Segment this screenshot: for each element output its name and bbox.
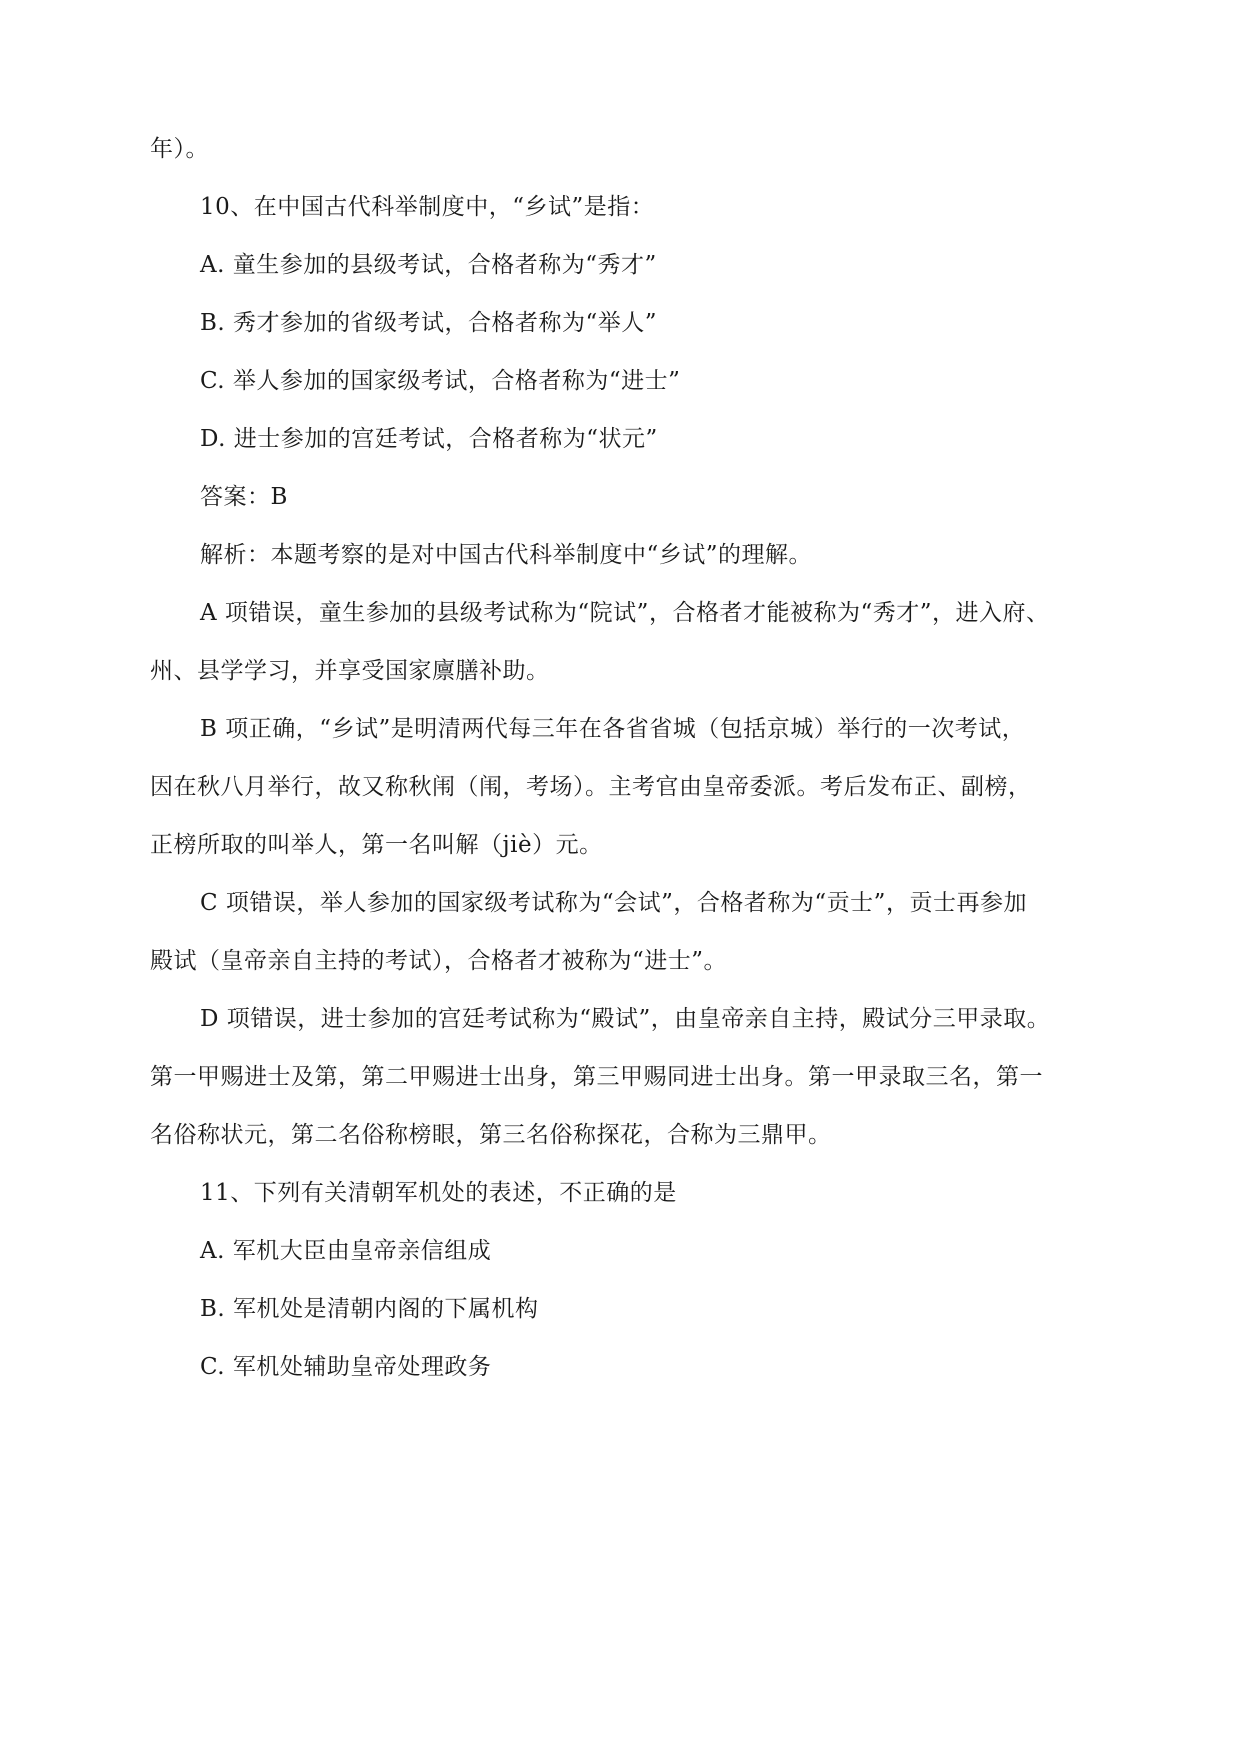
analysis-d-line-3: 名俗称状元，第二名俗称榜眼，第三名俗称探花，合称为三鼎甲。 [150, 1122, 832, 1148]
analysis-a-line-1: A 项错误，童生参加的县级考试称为“院试”，合格者才能被称为“秀才”，进入府、 [200, 600, 1050, 626]
analysis-b-line-3: 正榜所取的叫举人，第一名叫解（jiè）元。 [150, 832, 603, 858]
analysis-d-line-2: 第一甲赐进士及第，第二甲赐进士出身，第三甲赐同进士出身。第一甲录取三名，第一 [150, 1064, 1043, 1090]
q11-option-c: C. 军机处辅助皇帝处理政务 [200, 1354, 492, 1380]
option-c: C. 举人参加的国家级考试，合格者称为“进士” [200, 368, 681, 394]
analysis-c-line-2: 殿试（皇帝亲自主持的考试），合格者才被称为“进士”。 [150, 948, 728, 974]
analysis-c-line-1: C 项错误，举人参加的国家级考试称为“会试”，合格者称为“贡士”，贡士再参加 [200, 890, 1027, 916]
question-11: 11、下列有关清朝军机处的表述，不正确的是 [200, 1180, 677, 1206]
q11-option-a: A. 军机大臣由皇帝亲信组成 [200, 1238, 492, 1264]
analysis-b-line-2: 因在秋八月举行，故又称秋闱（闱，考场）。主考官由皇帝委派。考后发布正、副榜， [150, 774, 1032, 800]
option-b: B. 秀才参加的省级考试，合格者称为“举人” [200, 310, 658, 336]
analysis-intro: 解析：本题考察的是对中国古代科举制度中“乡试”的理解。 [200, 542, 813, 568]
text-line: 年）。 [150, 136, 209, 162]
analysis-d-line-1: D 项错误，进士参加的宫廷考试称为“殿试”，由皇帝亲自主持，殿试分三甲录取。 [200, 1006, 1051, 1032]
option-a: A. 童生参加的县级考试，合格者称为“秀才” [200, 252, 657, 278]
q11-option-b: B. 军机处是清朝内阁的下属机构 [200, 1296, 539, 1322]
analysis-a-line-2: 州、县学学习，并享受国家廪膳补助。 [150, 658, 550, 684]
answer: 答案：B [200, 484, 288, 510]
option-d: D. 进士参加的宫廷考试，合格者称为“状元” [200, 426, 658, 452]
analysis-b-line-1: B 项正确，“乡试”是明清两代每三年在各省省城（包括京城）举行的一次考试， [200, 716, 1026, 742]
question-10: 10、在中国古代科举制度中，“乡试”是指： [200, 194, 655, 220]
